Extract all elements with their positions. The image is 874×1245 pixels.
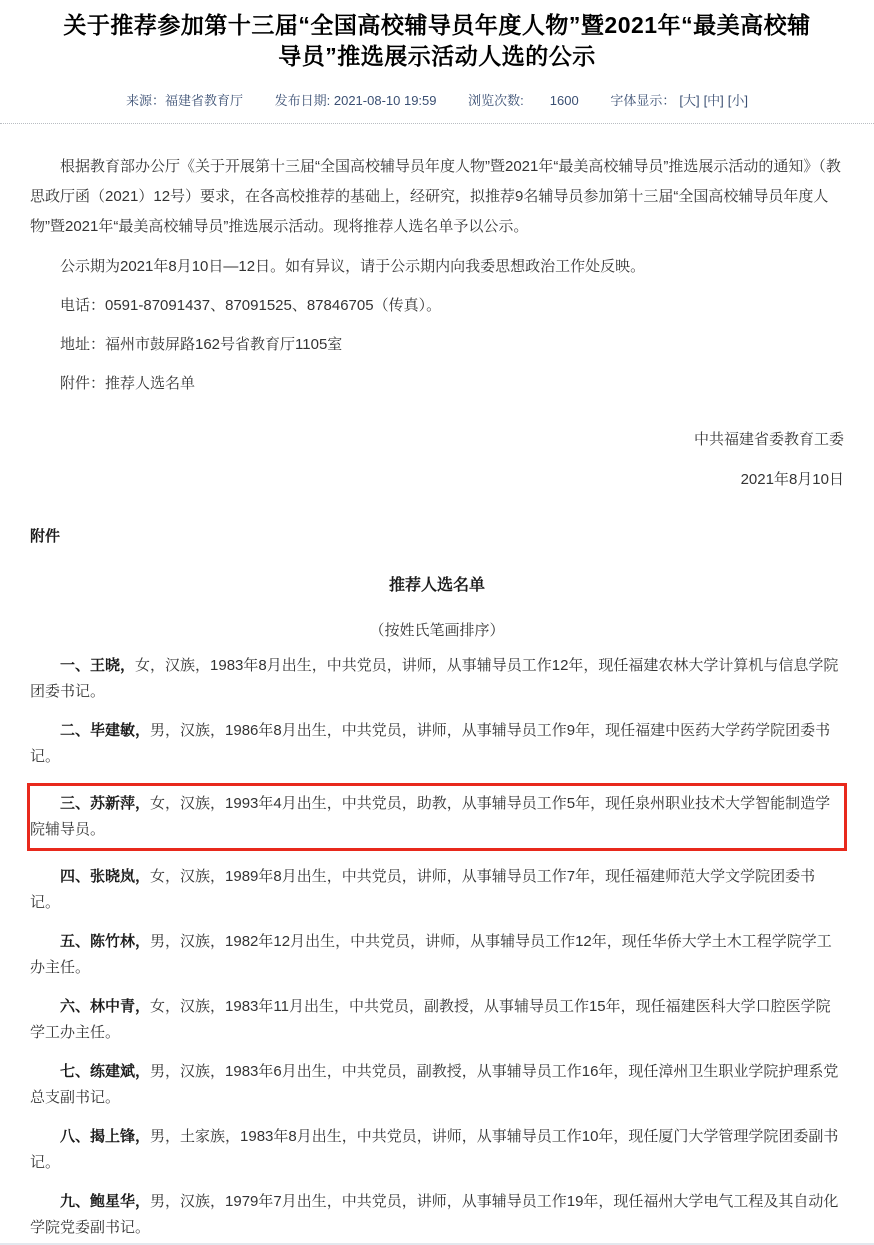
nominee-name: 九、鲍星华， [60,1193,151,1210]
nominee-detail: 女，汉族，1993年4月出生，中共党员，助教，从事辅导员工作5年，现任泉州职业技术大学智能制造学院辅导员。 [30,795,831,838]
meta-source-value: 福建省教育厅 [164,93,243,108]
font-size-large-button[interactable]: [大] [679,93,700,108]
nominee-detail: 女，汉族，1983年8月出生，中共党员，讲师，从事辅导员工作12年，现任福建农林大学计算机与信息学院团委书记。 [30,657,839,700]
meta-publish-date [275,93,437,108]
nominee-list-subtitle: （按姓氏笔画排序） [369,622,505,639]
list-item [30,929,844,981]
list-item [30,1189,844,1241]
nominee-detail: 女，汉族，1989年8月出生，中共党员，讲师，从事辅导员工作7年，现任福建师范大学文学院团委书记。 [30,868,816,911]
nominee-detail: 男，汉族，1979年7月出生，中共党员，讲师，从事辅导员工作19年，现任福州大学电气工程及其自动化学院党委副书记。 [30,1193,839,1236]
nominee-name: 八、揭上锋， [60,1128,151,1145]
nominee-name: 二、毕建敏， [60,722,151,739]
nominee-detail: 男，汉族，1986年8月出生，中共党员，讲师，从事辅导员工作9年，现任福建中医药大学药学院团委书记。 [30,722,831,765]
address-line: 地址：福州市鼓屏路162号省教育厅1105室 [60,336,343,353]
paragraph-publicity-period: 公示期为2021年8月10日—12日。如有异议，请于公示期内向我委思想政治工作处反映。 [60,258,646,275]
attachment-line: 附件：推荐人选名单 [60,375,196,392]
list-item-highlighted [27,783,847,851]
meta-source [126,93,243,108]
announcement-page [0,10,874,1245]
list-item [30,1124,844,1176]
nominee-name: 四、张晓岚， [60,868,151,885]
appendix-label: 附件 [30,528,61,545]
list-item [30,653,844,705]
list-item [30,994,844,1046]
meta-views [468,93,579,108]
meta-date-label: 发布日期: [274,93,331,108]
list-item [30,718,844,770]
nominee-detail: 男，汉族，1982年12月出生，中共党员，讲师，从事辅导员工作12年，现任华侨大学土木工程学院学工办主任。 [30,933,832,976]
nominee-detail: 男，汉族，1983年6月出生，中共党员，副教授，从事辅导员工作16年，现任漳州卫生职业学院护理系党总支副书记。 [30,1063,839,1106]
font-size-control [610,93,748,108]
nominee-list-title: 推荐人选名单 [388,577,485,594]
list-item [30,1059,844,1111]
signature-organization: 中共福建省委教育工委 [693,431,844,448]
meta-views-label: 浏览次数: [468,93,524,108]
meta-views-value: 1600 [549,93,579,108]
meta-date-value: 2021-08-10 19:59 [333,93,437,108]
meta-source-label: 来源： [125,93,165,108]
nominee-name: 五、陈竹林， [60,933,151,950]
signature-block [30,425,844,495]
signature-date: 2021年8月10日 [740,471,844,488]
page-title: 关于推荐参加第十三届“全国高校辅导员年度人物”暨2021年“最美高校辅导员”推选展示活动人选的公示 [63,12,811,69]
nominee-detail: 男，土家族，1983年8月出生，中共党员，讲师，从事辅导员工作10年，现任厦门大学管理学院团委副书记。 [30,1128,839,1171]
font-size-label: 字体显示： [610,93,676,108]
nominee-name: 六、林中青， [60,998,151,1015]
nominee-name: 一、王晓， [60,657,136,674]
nominee-detail: 女，汉族，1983年11月出生，中共党员，副教授，从事辅导员工作15年，现任福建医科大学口腔医学院学工办主任。 [30,998,831,1041]
nominee-name: 三、苏新萍， [60,795,151,812]
font-size-small-button[interactable]: [小] [727,93,749,108]
meta-bar [30,90,844,109]
font-size-medium-button[interactable]: [中] [703,93,724,108]
paragraph-basis: 根据教育部办公厅《关于开展第十三届“全国高校辅导员年度人物”暨2021年“最美高校辅导员”推选展示活动的通知》（教思政厅函（2021）12号）要求，在各高校推荐的基础上，经研究，拟推荐9名辅导员参加第十三届“全国高校辅导员年度人物”暨2021年“最美高校辅导员”推选展示活动。现将推荐人选名单予以公示。 [30,158,841,235]
list-item [30,864,844,916]
nominee-name: 七、练建斌， [60,1063,151,1080]
nominee-list [30,653,844,1241]
phone-line: 电话：0591-87091437、87091525、87846705（传真）。 [60,297,442,314]
dotted-divider [0,123,874,124]
